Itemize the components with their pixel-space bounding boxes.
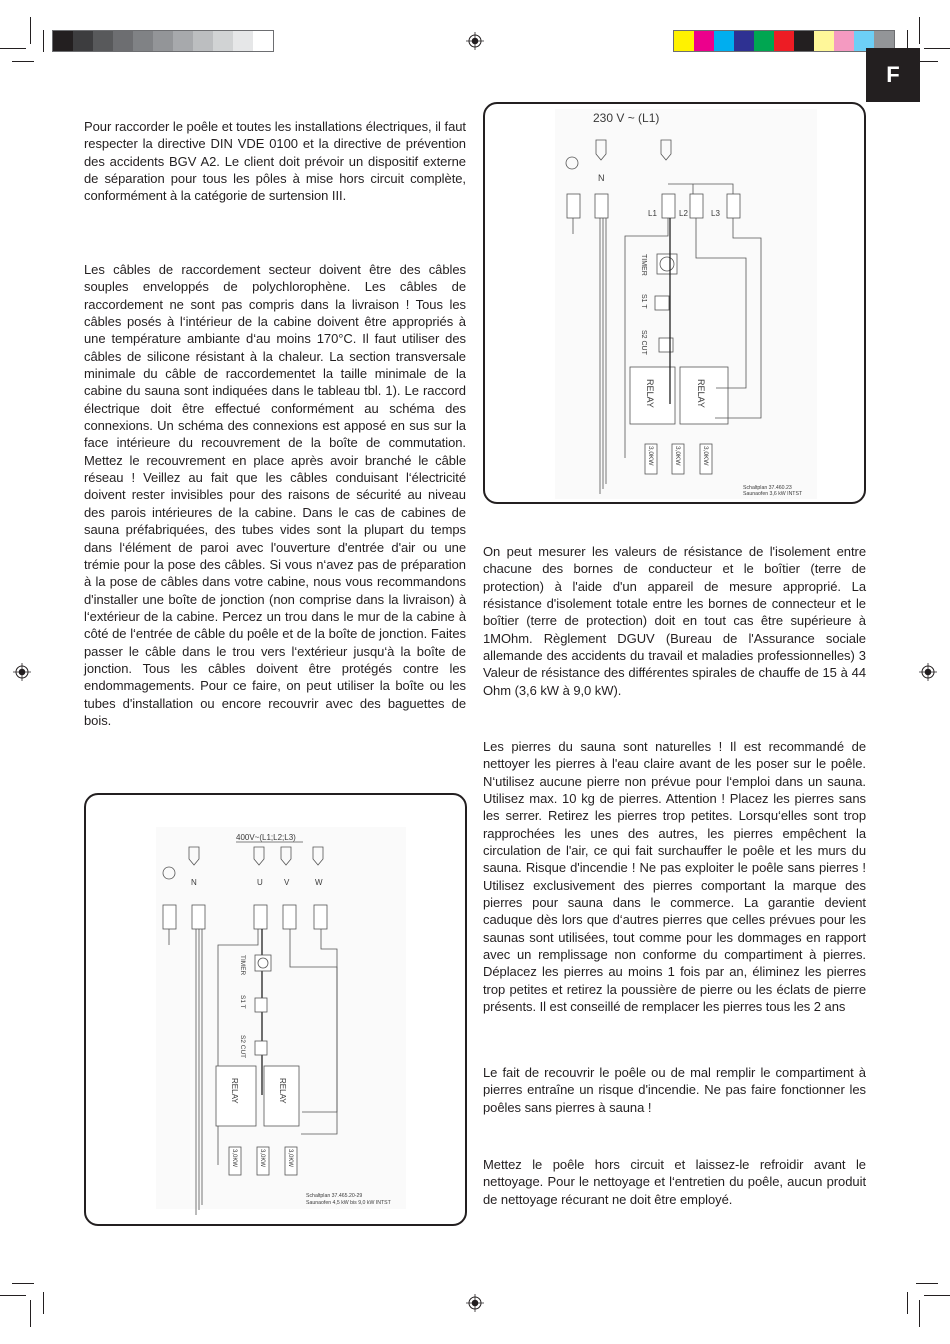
svg-text:S2 CUT: S2 CUT — [239, 1035, 246, 1059]
color-calibration-bar — [673, 30, 895, 52]
svg-text:W: W — [315, 878, 323, 887]
color-swatch — [834, 31, 854, 51]
registration-mark-icon — [466, 32, 484, 50]
diagram-title: 230 V ~ (L1) — [593, 111, 660, 125]
svg-text:Schaltplan 37.465.20-29: Schaltplan 37.465.20-29 — [306, 1193, 363, 1199]
paragraph-cables: Les câbles de raccordement secteur doivent être des câbles souples enveloppés de polychlorophène. Les câbles de raccordement ne sont pas compris dans la livraison ! Tous les câbles posés à l‘intérieur de la cabine doivent être appropriés à une température ambiante d‘au moins 170°C. Il faut utiliser des câbles de silicone résistant à la chaleur. La section transversale minimale du câble de raccordementet la taille minimale de la cabine du sauna sont indiquées dans le tableau tbl. 1). Le raccord électrique doit être effectué conformément au schéma des connexions. Un schéma des connexions est apposé en sus sur la face intérieure du recouvrement de la boîte de commutation. Mettez le recouvrement en place après avoir branché le câble réseau ! Veillez au fait que les câbles conduisant l‘électricité doivent rester invisibles pour des raisons de sécurité au niveau des parois intérieures de la cabine. Dans le cas de cabines de sauna préfabriquées, des tubes vides sont la plupart du temps dans l‘élément de paroi avec l'ouverture d'entrée d'air ou une trémie pour la pose des câbles. Si vous n‘avez pas de préparation à la pose de câbles dans votre cabine, nous vous recommandons d'installer une boîte de jonction (non comprise dans la livraison) à l‘extérieur de la cabine. Percez un trou dans le mur de la cabine à côté de l‘entrée de câble du poêle et de la boîte de jonction. Faites passer le câble dans le trou vers l‘extérieur jusqu‘à la boîte de jonction. Tous les câbles doivent être protégés contre les endommagements. Pour ce faire, on peut utiliser la boîte ou les tubes d'installation ou encore recouvrir avec des baguettes de bois. — [84, 262, 466, 728]
svg-text:N: N — [598, 173, 605, 183]
diagram-title: 400V~(L1;L2;L3) — [236, 833, 296, 842]
color-swatch — [213, 31, 233, 51]
registration-mark-icon — [919, 663, 937, 681]
paragraph-electrical-directive: Pour raccorder le poêle et toutes les installations électriques, il faut respecter la directive DIN VDE 0100 et la directive de prévention des accidents BGV A2. Le client doit prévoir un dispositif externe de séparation pour tous les pôles à mise hors circuit complète, conformément à la catégorie de surtension III. — [84, 119, 466, 204]
wiring-schematic-230v — [485, 104, 868, 506]
svg-text:3,0KW: 3,0KW — [674, 446, 681, 466]
language-tab — [866, 48, 920, 102]
color-swatch — [113, 31, 133, 51]
svg-text:L3: L3 — [711, 209, 720, 218]
svg-text:3,0KW: 3,0KW — [231, 1149, 237, 1168]
paragraph-fire-risk: Le fait de recouvrir le poêle ou de mal remplir le compartiment à pierres entraîne un risque d'incendie. Ne pas faire fonctionner les poêles sans pierres à sauna ! — [483, 1065, 866, 1115]
paragraph-insulation-resistance: On peut mesurer les valeurs de résistance de l'isolement entre chacune des bornes de conducteur et le boîtier (terre de protection) à l'aide d'un appareil de mesure approprié. La résistance d'isolement totale entre les bornes de connecteur et le boîtier (terre de protection) doit en tout cas être supérieure à 1MOhm. Règlement DGUV (Bureau de l'Assurance sociale allemande des accidents du travail et maladies professionnelles) 3 Valeur de résistance des différentes spirales de chauffe de 15 à 44 Ohm (3,6 kW à 9,0 kW). — [483, 544, 866, 698]
color-swatch — [133, 31, 153, 51]
color-swatch — [193, 31, 213, 51]
color-swatch — [674, 31, 694, 51]
svg-text:S2 CUT: S2 CUT — [640, 330, 647, 355]
svg-text:Saunaofen 4,5 kW bis 9,0 kW IN: Saunaofen 4,5 kW bis 9,0 kW INTST — [306, 1200, 391, 1206]
color-swatch — [714, 31, 734, 51]
svg-text:RELAY: RELAY — [278, 1078, 287, 1104]
svg-text:V: V — [284, 878, 290, 887]
svg-text:TIMER: TIMER — [640, 254, 647, 276]
color-swatch — [734, 31, 754, 51]
svg-text:3,0KW: 3,0KW — [702, 446, 709, 466]
color-swatch — [814, 31, 834, 51]
svg-text:RELAY: RELAY — [696, 379, 706, 408]
svg-text:3,0KW: 3,0KW — [259, 1149, 265, 1168]
color-swatch — [253, 31, 273, 51]
wiring-schematic-400v — [86, 795, 469, 1228]
svg-text:Schaltplan 37.460.23: Schaltplan 37.460.23 — [743, 485, 792, 491]
svg-text:TIMER: TIMER — [239, 955, 246, 976]
wiring-diagram-230v — [483, 102, 866, 504]
grayscale-calibration-bar — [52, 30, 274, 52]
color-swatch — [73, 31, 93, 51]
color-swatch — [153, 31, 173, 51]
svg-text:RELAY: RELAY — [230, 1078, 239, 1104]
color-swatch — [173, 31, 193, 51]
language-code: F — [886, 62, 900, 87]
registration-mark-icon — [13, 663, 31, 681]
color-swatch — [53, 31, 73, 51]
svg-text:3,0KW: 3,0KW — [287, 1149, 293, 1168]
paragraph-sauna-stones: Les pierres du sauna sont naturelles ! Il est recommandé de nettoyer les pierres à l'eau claire avant de les poser sur le poêle. N‘utilisez aucune pierre non prévue pour l‘emploi dans un sauna. Utilisez max. 10 kg de pierres. Attention ! Placez les pierres sans les serrer. Retirez les pierres trop petites. Lorsqu‘elles sont trop rapprochées les unes des autres, les pierres empêchent la circulation de l'air, ce qui fait surchauffer le poêle et les murs du sauna. Risque d'incendie ! Ne pas exploiter le poêle sans pierres ! Utilisez exclusivement des pierres comportant la marque des pierres pour sauna dans le commerce. La garantie devient caduque dès lors que d‘autres pierres que celles prévues pour les saunas sont utilisées, tout comme pour les dommages en rapport avec un remplissage non conforme du compartiment à pierres. Déplacez les pierres au moins 1 fois par an, éliminez les pierres trop petites et retirez la poussière de pierre ou les éclats de pierre présents. Il est conseillé de remplacer les pierres tous les 2 ans — [483, 739, 866, 1015]
svg-text:S1 T: S1 T — [239, 995, 246, 1009]
color-swatch — [774, 31, 794, 51]
color-swatch — [233, 31, 253, 51]
color-swatch — [694, 31, 714, 51]
svg-text:3,0KW: 3,0KW — [647, 446, 654, 466]
paragraph-cleaning: Mettez le poêle hors circuit et laissez-le refroidir avant le nettoyage. Pour le nettoyage et l‘entretien du poêle, aucun produit de nettoyage récurant ne doit être employé. — [483, 1157, 866, 1207]
svg-text:L1: L1 — [648, 209, 657, 218]
svg-text:S1 T: S1 T — [640, 294, 647, 309]
color-swatch — [93, 31, 113, 51]
svg-text:U: U — [257, 878, 263, 887]
svg-text:N: N — [191, 878, 197, 887]
svg-text:L2: L2 — [679, 209, 688, 218]
registration-mark-icon — [466, 1294, 484, 1312]
svg-text:RELAY: RELAY — [645, 379, 655, 408]
color-swatch — [754, 31, 774, 51]
svg-text:Saunaofen 3,6 kW INTST: Saunaofen 3,6 kW INTST — [743, 491, 803, 497]
wiring-diagram-400v — [84, 793, 467, 1226]
color-swatch — [794, 31, 814, 51]
